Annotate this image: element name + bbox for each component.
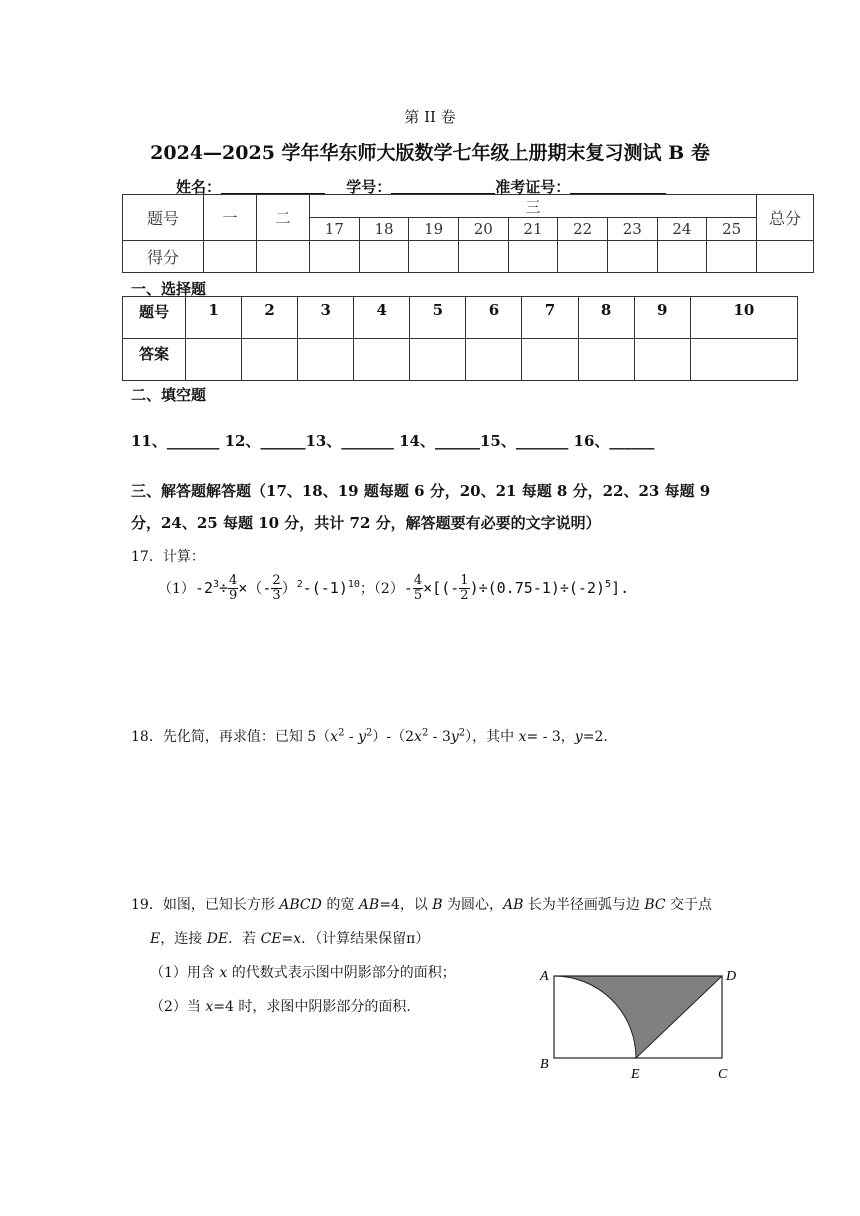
part3-item-header: 20 (458, 218, 508, 241)
total-header: 总分 (757, 195, 814, 241)
label-b: B (540, 1057, 549, 1072)
answer-number: 4 (354, 297, 410, 339)
part3-header: 三 (310, 195, 757, 218)
answer-header-label: 题号 (123, 297, 186, 339)
score-cell[interactable] (310, 241, 360, 273)
answer-cell[interactable] (410, 339, 466, 381)
q17-op: ]. (611, 579, 630, 597)
answer-cell[interactable] (186, 339, 242, 381)
answer-cell[interactable] (242, 339, 298, 381)
part3-item-header: 23 (607, 218, 657, 241)
section2-title: 二、填空题 (131, 386, 207, 404)
section1-title: 一、选择题 (131, 280, 207, 298)
q17-exp: 3 (212, 579, 220, 590)
answer-cell[interactable] (634, 339, 690, 381)
answer-number: 10 (690, 297, 797, 339)
q17-expressions (158, 574, 629, 603)
answer-cell[interactable] (354, 339, 410, 381)
q17-fraction: $\frac{2}{3}$ (272, 573, 281, 603)
q17-sep: ； (359, 581, 374, 597)
page-title: 2024—2025 学年华东师大版数学七年级上册期末复习测试 B 卷 (150, 142, 710, 164)
label-e: E (631, 1067, 640, 1082)
answer-number: 8 (578, 297, 634, 339)
q19-line1: 19．如图，已知长方形 ABCD 的宽 AB=4，以 B 为圆心，AB 长为半径画弧与边 BC 交于点 (131, 897, 713, 913)
answer-cell[interactable] (466, 339, 522, 381)
part3-item-header: 17 (310, 218, 360, 241)
answer-number: 7 (522, 297, 578, 339)
q17-op: ×[(- (423, 579, 460, 597)
part3-item-header: 21 (508, 218, 558, 241)
answer-number: 5 (410, 297, 466, 339)
shaded-region (554, 976, 722, 1058)
exam-label: 准考证号： (495, 178, 571, 196)
q17-op: ） (281, 579, 297, 597)
score-cell[interactable] (657, 241, 707, 273)
score-cell[interactable] (359, 241, 409, 273)
q17-exp: 2 (296, 579, 303, 590)
q17-term: -2 (194, 579, 213, 597)
score-cell[interactable] (558, 241, 608, 273)
rectangle-figure (534, 962, 748, 1086)
q17-exp: 5 (605, 579, 612, 590)
score-cell[interactable] (707, 241, 757, 273)
part3-item-header: 24 (657, 218, 707, 241)
section3-title-line2: 分，24、25 每题 10 分，共计 72 分，解答题要有必要的文字说明） (131, 514, 601, 532)
part2-header: 二 (257, 195, 310, 241)
answer-cell[interactable] (690, 339, 797, 381)
score-cell[interactable] (607, 241, 657, 273)
q17-op: ×（- (238, 579, 272, 597)
q19-sub2: （2）当 x=4 时，求图中阴影部分的面积. (150, 999, 411, 1015)
q17-fraction: $\frac{4}{5}$ (413, 573, 423, 603)
part3-item-header: 25 (707, 218, 757, 241)
q17-term: )÷(0.75-1)÷(-2) (469, 579, 606, 597)
q17-exp: 10 (347, 579, 360, 590)
score-cell[interactable] (204, 241, 257, 273)
q18-text: 18．先化简，再求值：已知 $5(x^2 - y^2)-(2x^2 - 3y^2)$，其中 x= - 3，y=2. (131, 727, 608, 745)
score-cell[interactable] (458, 241, 508, 273)
q17-part2-label: （2） (373, 581, 404, 597)
answer-table (122, 296, 798, 381)
score-cell[interactable] (757, 241, 814, 273)
score-table (122, 194, 814, 273)
id-label: 学号： (346, 178, 392, 196)
q17-fraction: $\frac{4}{9}$ (229, 573, 238, 603)
name-label: 姓名： (176, 178, 222, 196)
q17-op: ÷ (219, 579, 229, 597)
answer-cell[interactable] (578, 339, 634, 381)
label-a: A (540, 969, 549, 984)
score-cell[interactable] (508, 241, 558, 273)
score-cell[interactable] (409, 241, 459, 273)
label-d: D (726, 969, 737, 984)
fill-blanks-line[interactable]: 11、_______ 12、______13、_______ 14、______15、_______ 16、______ (131, 432, 655, 450)
volume-label: 第 II 卷 (404, 108, 456, 126)
part1-header: 一 (204, 195, 257, 241)
q19-sub1: （1）用含 x 的代数式表示图中阴影部分的面积； (150, 965, 456, 981)
label-c: C (718, 1067, 728, 1082)
section3-title-line1: 三、解答题解答题（17、18、19 题每题 6 分，20、21 每题 8 分，22、23 每题 9 (131, 482, 711, 500)
answer-number: 2 (242, 297, 298, 339)
answer-number: 3 (298, 297, 354, 339)
score-cell[interactable] (257, 241, 310, 273)
answer-number: 9 (634, 297, 690, 339)
score-row-label: 得分 (123, 241, 204, 273)
answer-row-label: 答案 (123, 339, 186, 381)
part3-item-header: 18 (359, 218, 409, 241)
answer-number: 6 (466, 297, 522, 339)
q17-op: - (403, 579, 413, 597)
q17-fraction: $\frac{1}{2}$ (460, 573, 469, 603)
part3-item-header: 19 (409, 218, 459, 241)
q17-part1-label: （1） (158, 581, 195, 597)
part3-item-header: 22 (558, 218, 608, 241)
q17-label: 17．计算： (131, 549, 205, 565)
answer-cell[interactable] (522, 339, 578, 381)
answer-cell[interactable] (298, 339, 354, 381)
q17-term: -(-1) (302, 579, 348, 597)
score-header-label: 题号 (123, 195, 204, 241)
answer-number: 1 (186, 297, 242, 339)
q19-line2: E，连接 DE．若 CE=x．（计算结果保留π） (150, 931, 430, 947)
